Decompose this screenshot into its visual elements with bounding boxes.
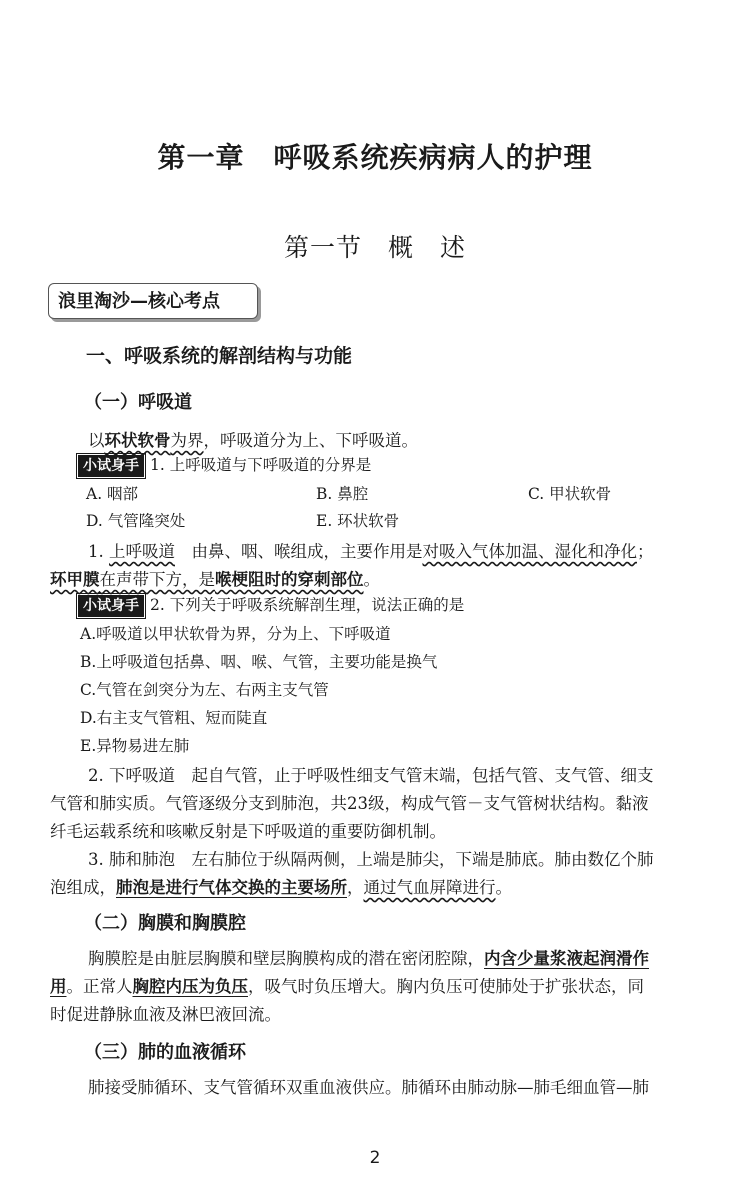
keyword-gas-exchange: 肺泡是进行气体交换的主要场所 — [116, 878, 347, 897]
text-run: 1. — [88, 542, 109, 561]
upper-airway-paragraph — [88, 538, 654, 562]
keyword-serous-fluid-end: 用 — [50, 977, 67, 996]
text-run: 胸膜腔是由脏层胸膜和壁层胸膜构成的潜在密闭腔隙， — [88, 949, 484, 968]
option-d: D. 气管隆突处 — [86, 512, 186, 530]
pleura-line-1 — [88, 945, 649, 969]
keyword-barrier: 通过气血屏障进行 — [363, 878, 496, 897]
option-e: E. 环状软骨 — [316, 512, 400, 530]
cricothyroid-line — [50, 566, 380, 590]
question-stem: 1. 上呼吸道与下呼吸道的分界是 — [150, 456, 372, 474]
page-number: 2 — [369, 1148, 381, 1168]
subheading-pleura: （二）胸膜和胸膜腔 — [84, 913, 246, 934]
option-d: D.右主支气管粗、短而陡直 — [80, 709, 268, 727]
keyword-cricoid: 环状软骨 — [104, 431, 171, 450]
quiz-question-1 — [78, 453, 371, 477]
text-run: ，呼吸道分为上、下呼吸道。 — [203, 431, 418, 450]
option-b: B.上呼吸道包括鼻、咽、喉、气管，主要功能是换气 — [80, 653, 438, 671]
text-run: 由鼻、咽、喉组成，主要作用是 — [175, 542, 423, 561]
lower-airway-line-1: 2. 下呼吸道 起自气管，止于呼吸性细支气管末端，包括气管、支气管、细支 — [88, 766, 654, 785]
option-e: E.异物易进左肺 — [80, 737, 190, 755]
lower-airway-line-2: 气管和肺实质。气管逐级分支到肺泡，共23级，构成气管－支气管树状结构。黏液 — [50, 794, 649, 813]
core-points-banner: 浪里淘沙—核心考点 — [48, 283, 258, 319]
text-run: 。 — [363, 570, 380, 589]
text-run: 。正常人 — [66, 977, 133, 996]
option-c: C. 甲状软骨 — [528, 485, 612, 503]
keyword-negative-pressure: 胸腔内压为负压 — [132, 977, 248, 996]
subheading-pulmonary-circulation: （三）肺的血液循环 — [84, 1042, 246, 1063]
quiz-badge: 小试身手 — [78, 595, 144, 617]
lung-alveoli-line-2 — [50, 874, 512, 898]
keyword-puncture-site: 喉梗阻时的穿刺部位 — [215, 570, 364, 589]
question-stem: 2. 下列关于呼吸系统解剖生理，说法正确的是 — [150, 596, 465, 614]
quiz-question-2 — [78, 593, 464, 617]
pleura-line-3: 时促进静脉血液及淋巴液回流。 — [50, 1005, 281, 1024]
keyword-upper-airway: 上呼吸道 — [109, 542, 175, 561]
circulation-line-1: 肺接受肺循环、支气管循环双重血液供应。肺循环由肺动脉—肺毛细血管—肺 — [88, 1078, 649, 1097]
option-b: B. 鼻腔 — [316, 485, 369, 503]
text-run: 泡组成， — [50, 878, 116, 897]
option-a: A.呼吸道以甲状软骨为界，分为上、下呼吸道 — [80, 625, 391, 643]
intro-paragraph — [88, 427, 418, 451]
text-run: ； — [637, 542, 654, 561]
text-run: ，吸气时负压增大。胸内负压可使肺处于扩张状态，同 — [248, 977, 644, 996]
text-run: 。 — [495, 878, 512, 897]
text-run: 为界 — [170, 431, 204, 450]
text-run: 在声带下方，是 — [99, 570, 215, 589]
option-c: C.气管在剑突分为左、右两主支气管 — [80, 681, 329, 699]
lower-airway-line-3: 纤毛运载系统和咳嗽反射是下呼吸道的重要防御机制。 — [50, 822, 446, 841]
keyword-function: 对吸入气体加温、湿化和净化 — [422, 542, 637, 561]
lung-alveoli-line-1: 3. 肺和肺泡 左右肺位于纵隔两侧，上端是肺尖，下端是肺底。肺由数亿个肺 — [88, 850, 654, 869]
text-run: 以 — [88, 431, 105, 450]
subheading-airway: （一）呼吸道 — [84, 392, 192, 413]
chapter-title: 第一章 呼吸系统疾病病人的护理 — [157, 141, 593, 174]
text-run: ， — [347, 878, 364, 897]
pleura-line-2 — [50, 973, 644, 997]
quiz-badge: 小试身手 — [78, 455, 144, 477]
option-a: A. 咽部 — [86, 485, 139, 503]
keyword-serous-fluid: 内含少量浆液起润滑作 — [484, 949, 649, 968]
section-title: 第一节 概 述 — [283, 233, 466, 262]
keyword-cricothyroid: 环甲膜 — [50, 570, 100, 589]
heading-anatomy: 一、呼吸系统的解剖结构与功能 — [86, 345, 353, 367]
